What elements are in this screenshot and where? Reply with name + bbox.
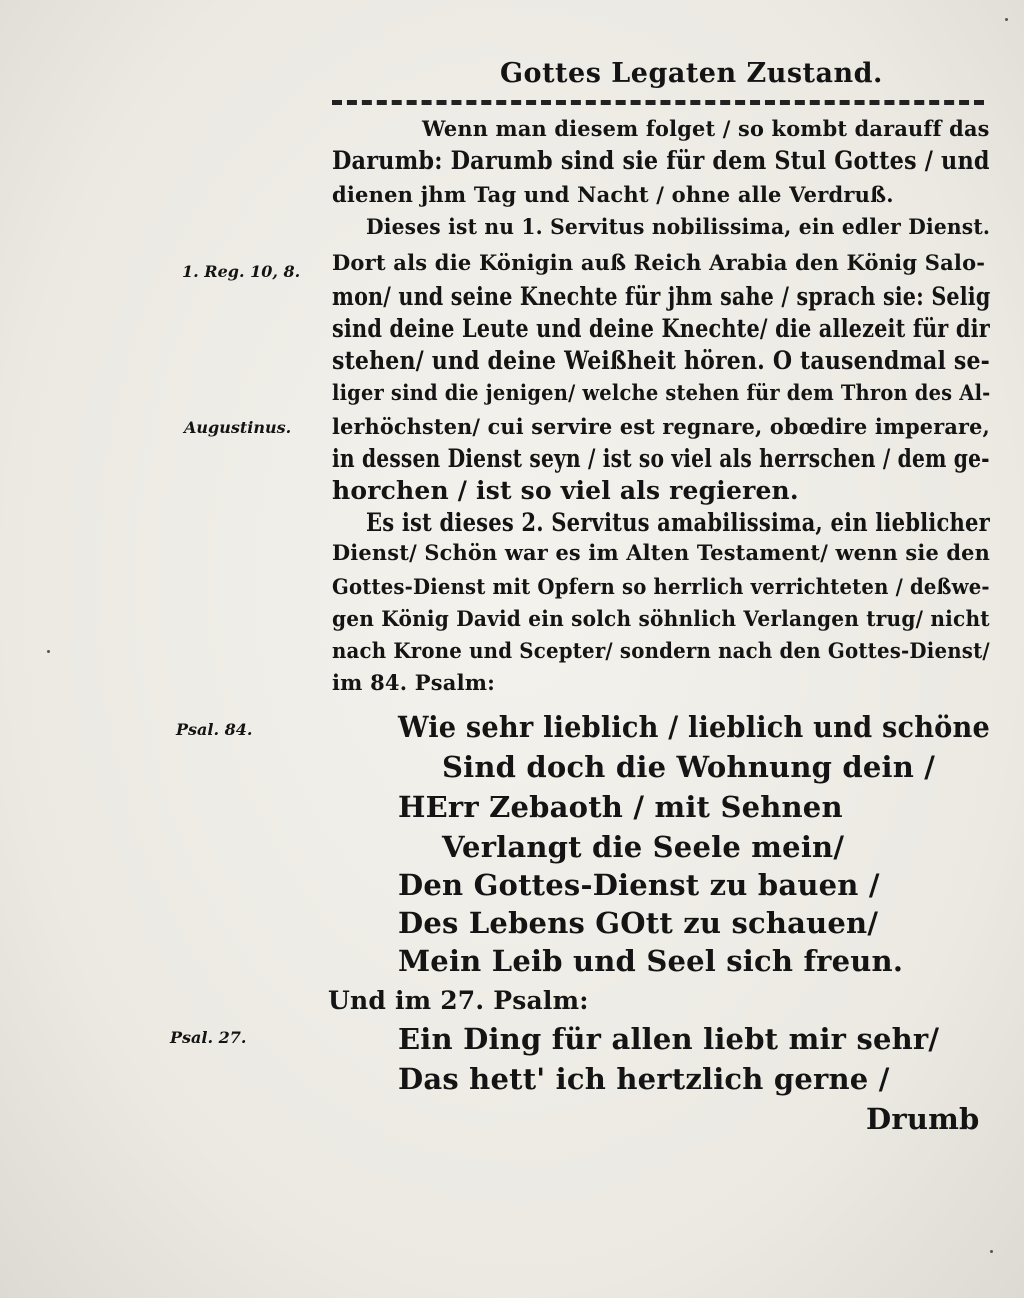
body-line: Dort als die Königin auß Reich Arabia den König Salo- [332, 250, 986, 275]
body-line: in dessen Dienst seyn / ist so viel als herrschen / dem ge- [332, 444, 990, 473]
margin-note-reg: 1. Reg. 10, 8. [182, 262, 301, 281]
body-line: dienen jhm Tag und Nacht / ohne alle Verdruß. [332, 182, 894, 207]
body-line: lerhöchsten/ cui servire est regnare, obœdire imperare, [332, 414, 990, 439]
body-line: sind deine Leute und deine Knechte/ die allezeit für dir [332, 314, 990, 343]
verse-84-line: Den Gottes-Dienst zu bauen / [398, 868, 880, 902]
catchword: Drumb [866, 1102, 980, 1136]
body-line: stehen/ und deine Weißheit hören. O tausendmal se- [332, 346, 990, 375]
verse-84-line: Mein Leib und Seel sich freun. [398, 944, 904, 978]
verse-84-line: Verlangt die Seele mein/ [442, 830, 845, 864]
verse-84-line: Des Lebens GOtt zu schauen/ [398, 906, 879, 940]
verse-84-line: HErr Zebaoth / mit Sehnen [398, 790, 843, 824]
body-line: Es ist dieses 2. Servitus amabilissima, ein lieblicher [366, 508, 990, 537]
body-line: im 84. Psalm: [332, 670, 496, 695]
margin-note-psal27: Psal. 27. [170, 1028, 247, 1047]
body-line: liger sind die jenigen/ welche stehen für dem Thron des Al- [332, 380, 991, 405]
paper-speck [47, 650, 50, 653]
verse-27-line: Ein Ding für allen liebt mir sehr/ [398, 1022, 940, 1056]
intro-psalm27: Und im 27. Psalm: [328, 986, 589, 1015]
body-line: Dieses ist nu 1. Servitus nobilissima, ein edler Dienst. [366, 214, 991, 239]
verse-27-line: Das hett' ich hertzlich gerne / [398, 1062, 890, 1096]
body-line: mon/ und seine Knechte für jhm sahe / sprach sie: Selig [332, 282, 991, 311]
paper-speck [1005, 18, 1008, 21]
running-title: Gottes Legaten Zustand. [500, 58, 883, 89]
body-line: Wenn man diesem folget / so kombt darauff das [422, 116, 990, 141]
body-line: nach Krone und Scepter/ sondern nach den Gottes-Dienst/ [332, 638, 990, 663]
verse-84-line: Wie sehr lieblich / lieblich und schöne [398, 710, 990, 744]
body-line: horchen / ist so viel als regieren. [332, 476, 799, 505]
body-line: Gottes-Dienst mit Opfern so herrlich verrichteten / deßwe- [332, 574, 990, 599]
verse-84-line: Sind doch die Wohnung dein / [442, 750, 936, 784]
body-line: Dienst/ Schön war es im Alten Testament/ wenn sie den [332, 540, 991, 565]
margin-note-augustinus: Augustinus. [184, 418, 292, 437]
margin-note-psal84: Psal. 84. [176, 720, 253, 739]
paper-speck [990, 1250, 993, 1253]
header-rule [332, 100, 984, 105]
body-line: Darumb: Darumb sind sie für dem Stul Gottes / und [332, 146, 990, 175]
body-line: gen König David ein solch söhnlich Verlangen trug/ nicht [332, 606, 990, 631]
